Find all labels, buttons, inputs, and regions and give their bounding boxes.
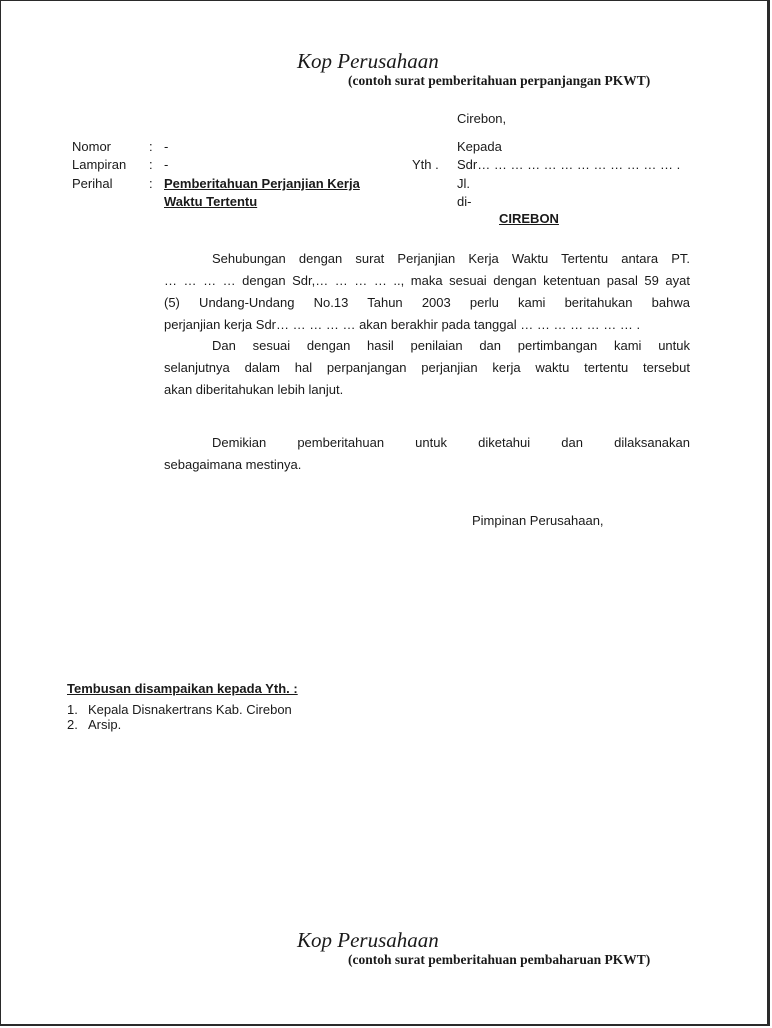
nomor-label: Nomor [72,139,112,154]
perihal-label: Perihal [72,176,113,191]
recipient-di: di- [457,194,472,209]
lampiran-label: Lampiran [72,157,127,172]
recipient-sdr: Sdr… … … … … … … … … … … … . [457,157,681,172]
city-date: Cirebon, [457,111,507,126]
p3-line-2: sebagaimana mestinya. [164,457,302,472]
tembusan-item-2-num: 2. [67,717,78,732]
p1-line-1: Sehubungan dengan surat Perjanjian Kerja Waktu Tertentu antara PT. [212,251,690,266]
body-paragraph-2 [164,335,690,401]
recipient-yth: Yth . [412,157,439,172]
p1-line-2: … … … … dengan Sdr,… … … … .., maka sesuai dengan ketentuan pasal 59 ayat [164,273,690,288]
tembusan-item-1: Kepala Disnakertrans Kab. Cirebon [88,702,292,717]
perihal-line-2: Waktu Tertentu [164,194,258,209]
kop-perusahaan-title-2: Kop Perusahaan [297,928,439,952]
nomor-sep: : [149,139,153,154]
nomor-value: - [164,139,169,154]
tembusan-item-2: Arsip. [88,717,122,732]
tembusan-title: Tembusan disampaikan kepada Yth. : [67,681,298,696]
signature-title: Pimpinan Perusahaan, [472,513,604,528]
kop-perusahaan-title: Kop Perusahaan [297,49,439,73]
p2-line-1: Dan sesuai dengan hasil penilaian dan pertimbangan kami untuk [212,338,690,353]
letter-subtitle-2: (contoh surat pemberitahuan pembaharuan PKWT) [348,952,651,967]
p3-line-1: Demikian pemberitahuan untuk diketahui dan dilaksanakan [212,435,690,450]
lampiran-value: - [164,157,169,172]
p2-line-3: akan diberitahukan lebih lanjut. [164,382,344,397]
recipient-city: CIREBON [499,211,559,226]
perihal-sep: : [149,176,153,191]
p1-line-3: (5) Undang-Undang No.13 Tahun 2003 perlu kami beritahukan bahwa [164,295,690,310]
letter-subtitle: (contoh surat pemberitahuan perpanjangan PKWT) [348,73,651,88]
tembusan-item-1-num: 1. [67,702,78,717]
p1-line-4: perjanjian kerja Sdr… … … … … akan berakhir pada tanggal … … … … … … … . [164,317,641,332]
recipient-jl: Jl. [457,176,470,191]
lampiran-sep: : [149,157,153,172]
body-paragraph-3 [164,432,690,476]
perihal-line-1: Pemberitahuan Perjanjian Kerja [164,176,360,191]
recipient-kepada: Kepada [457,139,502,154]
body-paragraph-1 [164,248,690,336]
p2-line-2: selanjutnya dalam hal perpanjangan perjanjian kerja waktu tertentu tersebut [164,360,690,375]
